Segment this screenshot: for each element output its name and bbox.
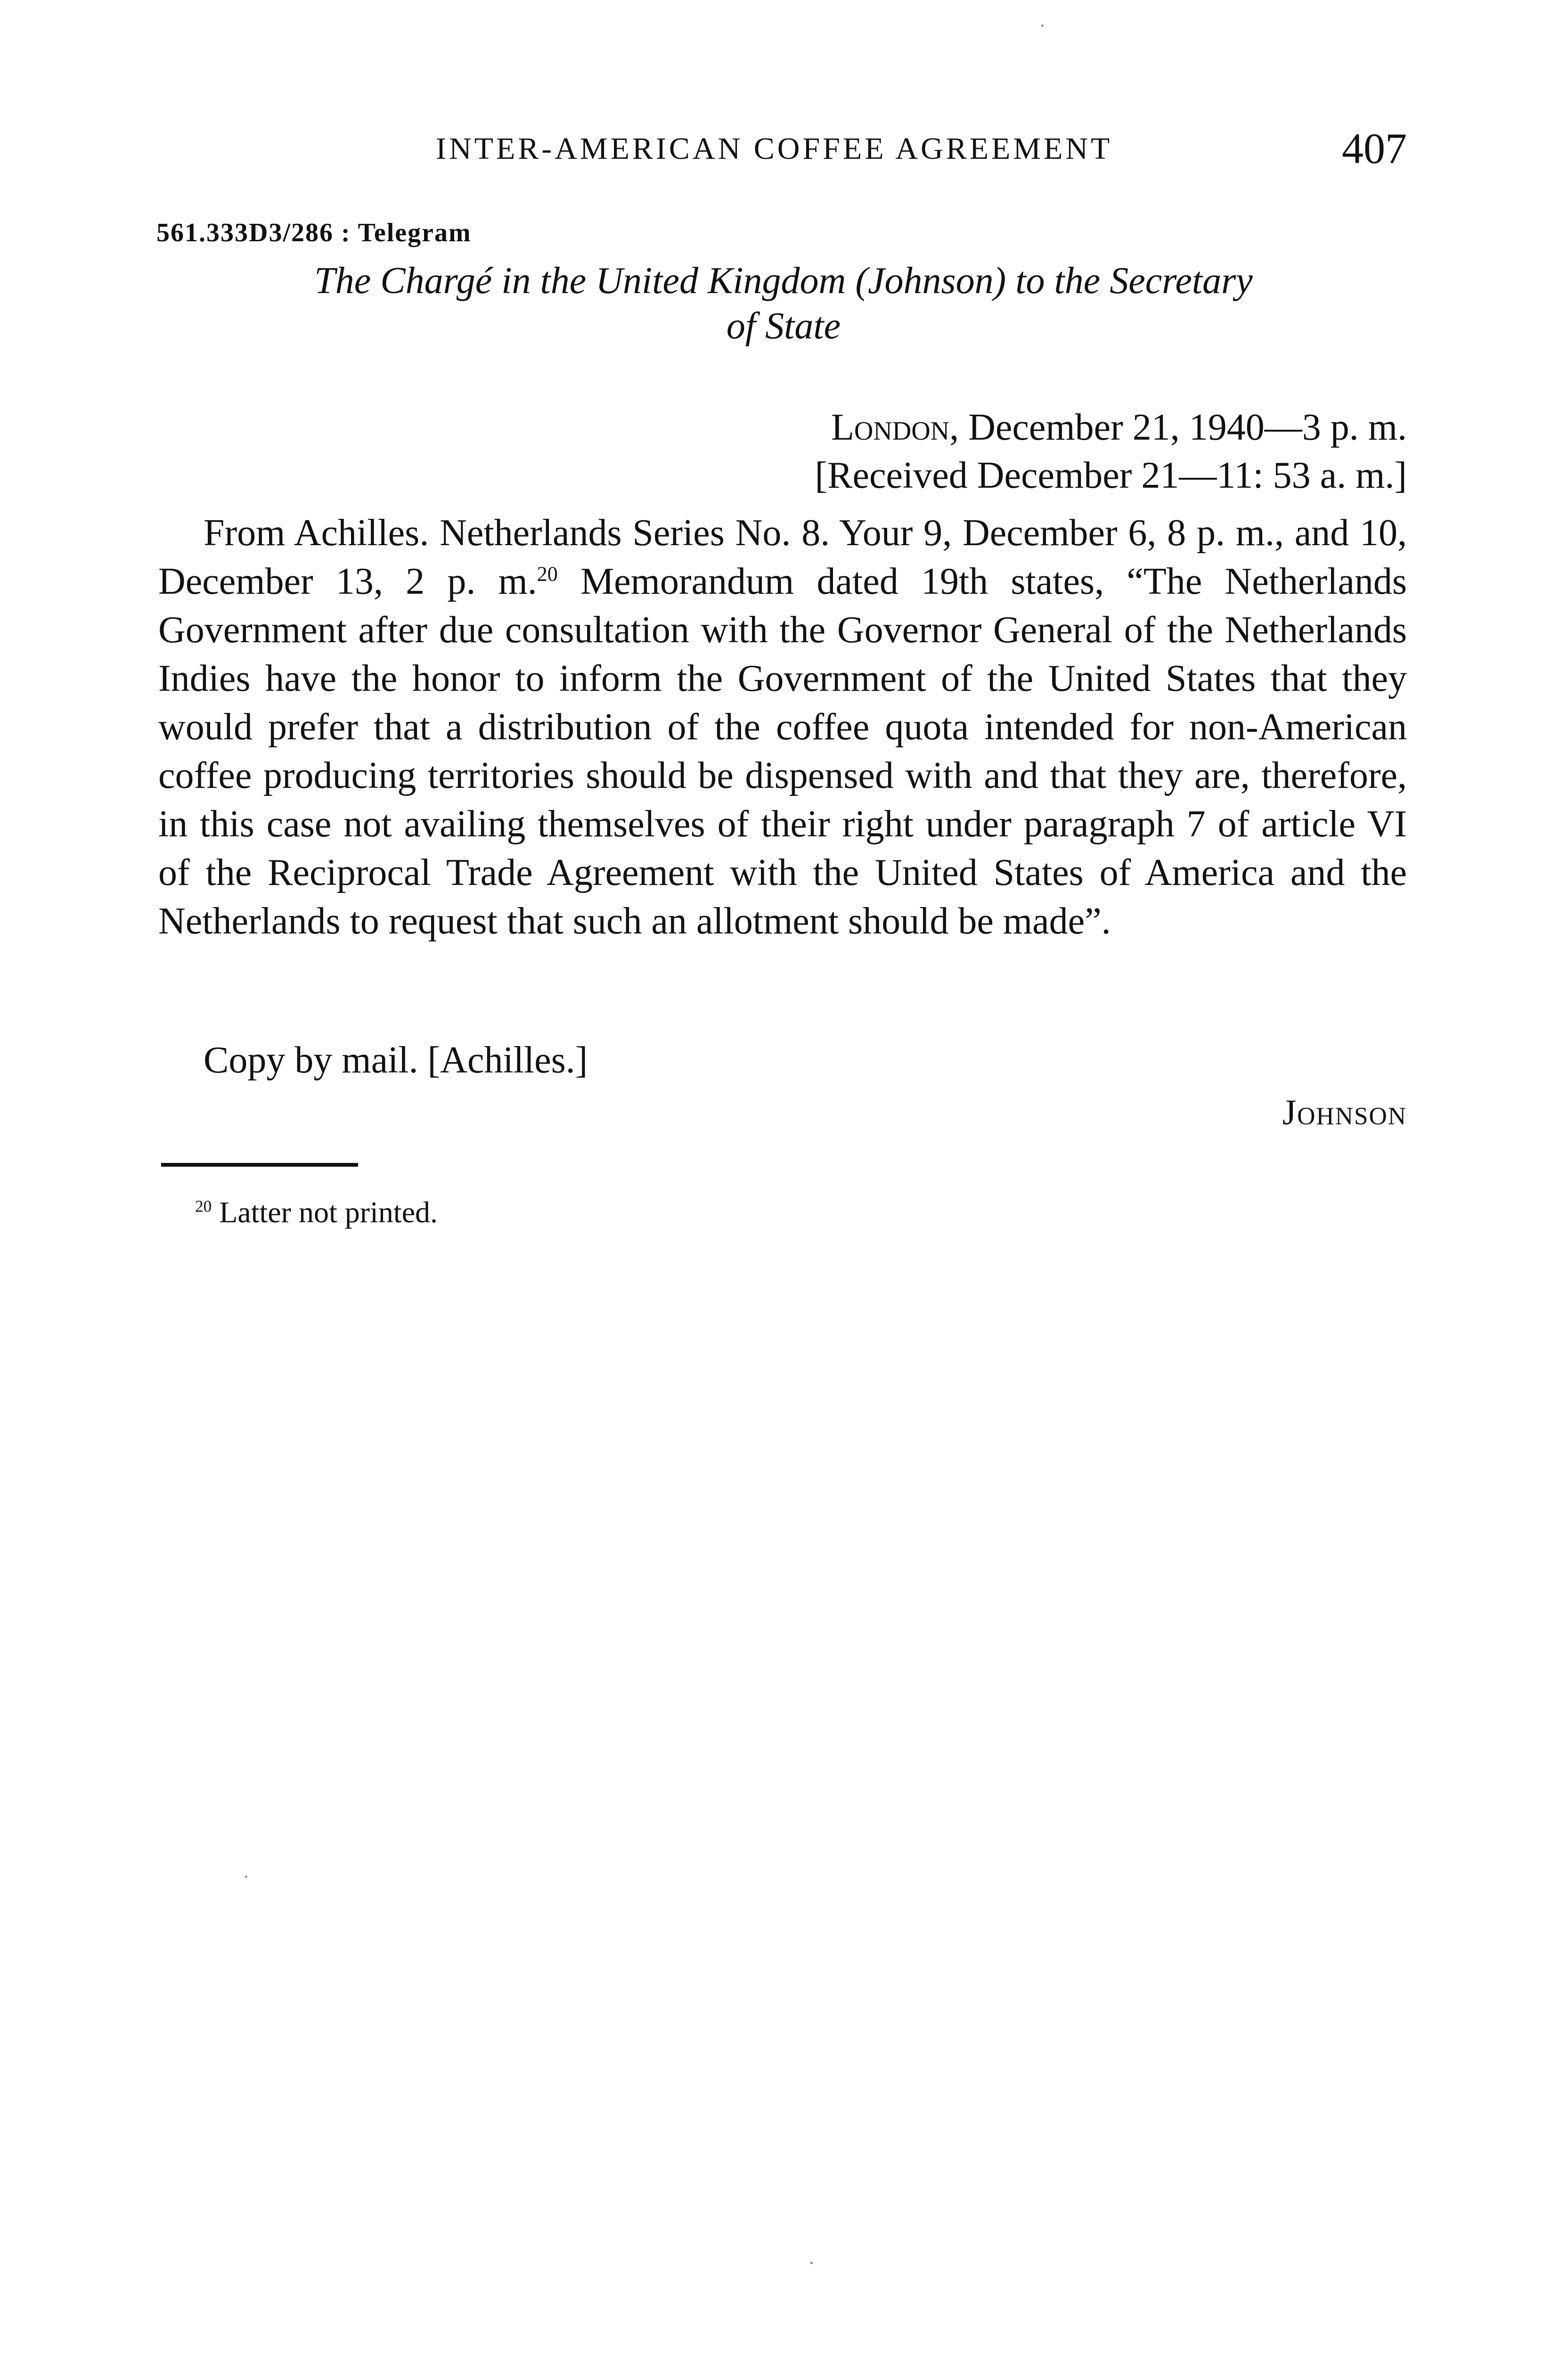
heading-line-1: The Chargé in the United Kingdom (Johnson) to the Secretary (314, 260, 1253, 302)
document-heading (155, 258, 1412, 349)
sent-line (815, 403, 1407, 451)
footnote-reference: 20 (537, 562, 558, 586)
page-number: 407 (1342, 124, 1407, 172)
scan-speck (810, 2262, 813, 2264)
running-head-title: INTER-AMERICAN COFFEE AGREEMENT (436, 131, 1113, 166)
dateline (815, 403, 1407, 499)
heading-line-2: of State (726, 305, 841, 347)
file-reference: 561.333D3/286 : Telegram (156, 218, 472, 247)
copy-note: Copy by mail. [Achilles.] (204, 1039, 588, 1081)
received-line: [Received December 21—11: 53 a. m.] (815, 455, 1407, 496)
footnote-marker: 20 (195, 1197, 212, 1216)
body-text-part-2: Memorandum dated 19th states, “The Netherlands Government after due consultation with the Governor General of the Netherlands Indies have the honor to inform the Government of the United States that they would prefer that a distribution of the coffee quota intended for non-American coffee producing territories should be dispensed with and that they are, therefore, in this case not availing themselves of their right under paragraph 7 of article VI of the Reciprocal Trade Agreement with the United States of America and the Netherlands to request that such an allotment should be made”. (158, 561, 1407, 942)
footnote-text: Latter not printed. (212, 1195, 438, 1229)
footnote-divider (161, 1163, 358, 1167)
scan-speck (1041, 25, 1044, 27)
dateline-city: London (831, 407, 950, 448)
body-paragraph (158, 509, 1407, 946)
footnote (195, 1195, 438, 1230)
signature: Johnson (1282, 1093, 1407, 1132)
body-text-part-1: From Achilles. Netherlands Series No. 8. Your 9, December 6, 8 p. m., and 10, December 13, 2 p. m. (158, 512, 1407, 602)
dateline-date: , December 21, 1940—3 p. m. (949, 407, 1407, 448)
scan-speck (245, 1875, 247, 1878)
telegram-body (158, 509, 1407, 946)
